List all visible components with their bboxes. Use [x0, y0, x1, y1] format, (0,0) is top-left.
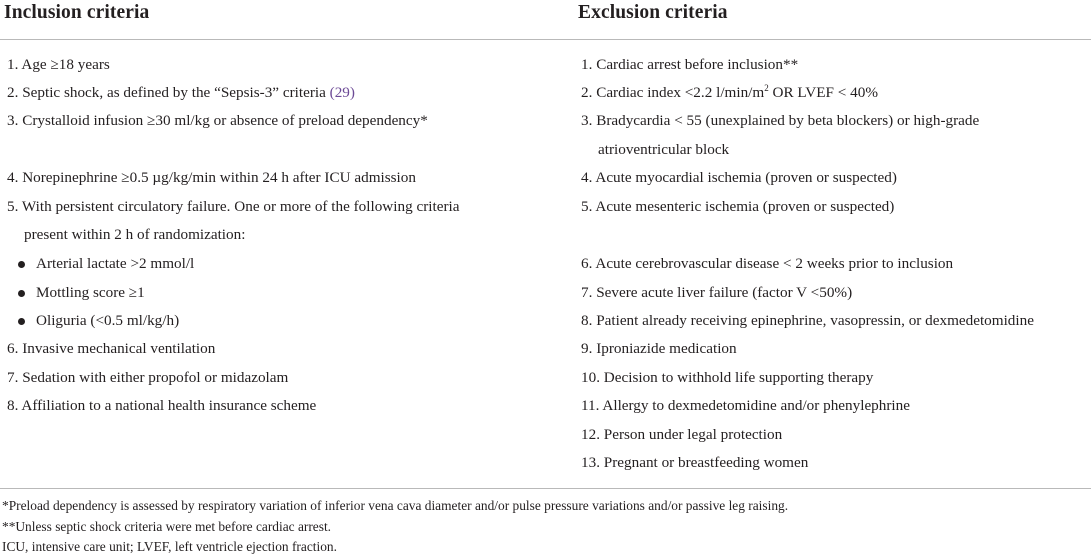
inclusion-header: Inclusion criteria	[4, 2, 150, 23]
inclusion-item-2	[7, 84, 355, 102]
footnote-cardiac-arrest: **Unless septic shock criteria were met before cardiac arrest.	[2, 519, 332, 534]
exclusion-item-1: 1. Cardiac arrest before inclusion**	[581, 56, 799, 73]
header-divider	[0, 39, 1091, 40]
footnote-preload: *Preload dependency is assessed by respiratory variation of inferior vena cava diameter and/or pulse pressure variations and/or passive leg raising.	[2, 498, 789, 513]
inclusion-subitem-lactate: Arterial lactate >2 mmol/l	[36, 255, 195, 272]
inclusion-item-5: 5. With persistent circulatory failure. One or more of the following criteria	[7, 198, 460, 215]
exclusion-item-2-text: 2. Cardiac index <2.2 l/min/m	[581, 84, 765, 101]
exclusion-item-2-superscript: 2	[764, 83, 769, 93]
exclusion-item-4: 4. Acute myocardial ischemia (proven or suspected)	[581, 169, 897, 186]
bullet-icon	[18, 318, 25, 325]
inclusion-item-1: 1. Age ≥18 years	[7, 56, 110, 73]
inclusion-item-6: 6. Invasive mechanical ventilation	[7, 340, 216, 357]
exclusion-item-13: 13. Pregnant or breastfeeding women	[581, 454, 809, 471]
exclusion-item-11: 11. Allergy to dexmedetomidine and/or phenylephrine	[581, 397, 910, 414]
exclusion-item-10: 10. Decision to withhold life supporting therapy	[581, 369, 874, 386]
exclusion-item-3: 3. Bradycardia < 55 (unexplained by beta blockers) or high-grade	[581, 112, 980, 129]
inclusion-item-5-continued: present within 2 h of randomization:	[24, 226, 246, 243]
exclusion-item-8: 8. Patient already receiving epinephrine, vasopressin, or dexmedetomidine	[581, 312, 1034, 329]
inclusion-item-3: 3. Crystalloid infusion ≥30 ml/kg or absence of preload dependency*	[7, 112, 428, 129]
bullet-icon	[18, 261, 25, 268]
inclusion-item-4: 4. Norepinephrine ≥0.5 µg/kg/min within 24 h after ICU admission	[7, 169, 416, 186]
table-header-row	[0, 0, 1091, 40]
exclusion-header: Exclusion criteria	[578, 2, 728, 23]
exclusion-item-2	[581, 84, 878, 102]
exclusion-item-9: 9. Iproniazide medication	[581, 340, 737, 357]
reference-link[interactable]: (29)	[329, 84, 355, 101]
footer-divider	[0, 488, 1091, 489]
inclusion-item-7: 7. Sedation with either propofol or midazolam	[7, 369, 289, 386]
exclusion-item-7: 7. Severe acute liver failure (factor V <50%)	[581, 284, 853, 301]
inclusion-item-2-text: 2. Septic shock, as defined by the “Sepsis-3” criteria	[7, 84, 330, 101]
exclusion-item-12: 12. Person under legal protection	[581, 426, 783, 443]
inclusion-subitem-oliguria: Oliguria (<0.5 ml/kg/h)	[36, 312, 180, 329]
inclusion-subitem-mottling: Mottling score ≥1	[36, 284, 145, 301]
footnote-abbreviations: ICU, intensive care unit; LVEF, left ventricle ejection fraction.	[2, 539, 337, 554]
bullet-icon	[18, 290, 25, 297]
inclusion-item-8: 8. Affiliation to a national health insurance scheme	[7, 397, 317, 414]
exclusion-item-6: 6. Acute cerebrovascular disease < 2 weeks prior to inclusion	[581, 255, 954, 272]
exclusion-item-2-tail: OR LVEF < 40%	[768, 84, 878, 101]
exclusion-item-5: 5. Acute mesenteric ischemia (proven or suspected)	[581, 198, 895, 215]
exclusion-item-3-continued: atrioventricular block	[598, 141, 730, 158]
